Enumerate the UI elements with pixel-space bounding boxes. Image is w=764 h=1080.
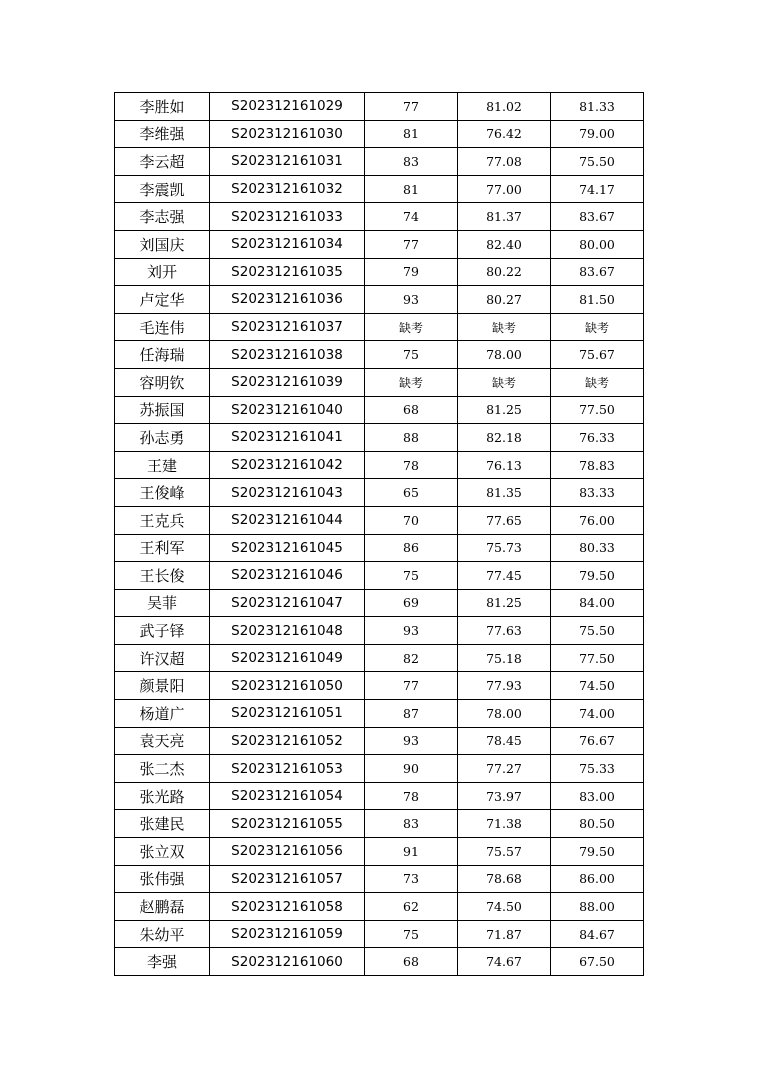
score-2-cell: 81.35: [458, 479, 551, 507]
score-3-cell: 75.50: [551, 617, 644, 645]
score-3-cell: 83.33: [551, 479, 644, 507]
score-2-cell: 74.50: [458, 893, 551, 921]
table-row: [115, 175, 644, 203]
candidate-name-cell: 容明钦: [115, 368, 210, 396]
score-3-cell: 缺考: [551, 313, 644, 341]
candidate-name-cell: 李震凯: [115, 175, 210, 203]
score-1-cell: 82: [365, 644, 458, 672]
score-3-cell: 76.67: [551, 727, 644, 755]
candidate-name-cell: 武子铎: [115, 617, 210, 645]
candidate-id-cell: S202312161038: [210, 341, 365, 369]
candidate-name-cell: 孙志勇: [115, 424, 210, 452]
score-1-cell: 69: [365, 589, 458, 617]
score-1-cell: 79: [365, 258, 458, 286]
score-1-cell: 93: [365, 727, 458, 755]
table-row: [115, 120, 644, 148]
score-3-cell: 75.33: [551, 755, 644, 783]
score-3-cell: 80.50: [551, 810, 644, 838]
score-1-cell: 78: [365, 782, 458, 810]
score-1-cell: 88: [365, 424, 458, 452]
score-3-cell: 75.67: [551, 341, 644, 369]
table-row: [115, 672, 644, 700]
score-1-cell: 68: [365, 396, 458, 424]
table-row: [115, 148, 644, 176]
candidate-name-cell: 王长俊: [115, 562, 210, 590]
score-3-cell: 81.33: [551, 93, 644, 121]
score-3-cell: 76.00: [551, 506, 644, 534]
candidate-id-cell: S202312161031: [210, 148, 365, 176]
candidate-name-cell: 朱幼平: [115, 920, 210, 948]
candidate-id-cell: S202312161030: [210, 120, 365, 148]
candidate-id-cell: S202312161053: [210, 755, 365, 783]
score-3-cell: 83.67: [551, 203, 644, 231]
score-1-cell: 缺考: [365, 313, 458, 341]
candidate-id-cell: S202312161036: [210, 286, 365, 314]
score-1-cell: 68: [365, 948, 458, 976]
candidate-id-cell: S202312161039: [210, 368, 365, 396]
score-3-cell: 80.33: [551, 534, 644, 562]
score-2-cell: 缺考: [458, 313, 551, 341]
score-2-cell: 缺考: [458, 368, 551, 396]
candidate-id-cell: S202312161032: [210, 175, 365, 203]
candidate-name-cell: 袁天亮: [115, 727, 210, 755]
score-1-cell: 缺考: [365, 368, 458, 396]
candidate-name-cell: 苏振国: [115, 396, 210, 424]
candidate-id-cell: S202312161046: [210, 562, 365, 590]
score-1-cell: 90: [365, 755, 458, 783]
table-row: [115, 589, 644, 617]
score-1-cell: 91: [365, 838, 458, 866]
score-2-cell: 78.00: [458, 700, 551, 728]
candidate-id-cell: S202312161052: [210, 727, 365, 755]
candidate-id-cell: S202312161035: [210, 258, 365, 286]
candidate-name-cell: 李云超: [115, 148, 210, 176]
table-row: [115, 313, 644, 341]
score-1-cell: 75: [365, 341, 458, 369]
score-3-cell: 75.50: [551, 148, 644, 176]
candidate-name-cell: 李胜如: [115, 93, 210, 121]
score-1-cell: 62: [365, 893, 458, 921]
score-3-cell: 79.50: [551, 838, 644, 866]
table-row: [115, 534, 644, 562]
score-1-cell: 74: [365, 203, 458, 231]
score-2-cell: 77.93: [458, 672, 551, 700]
score-3-cell: 74.17: [551, 175, 644, 203]
table-row: [115, 368, 644, 396]
candidate-name-cell: 刘国庆: [115, 230, 210, 258]
score-2-cell: 76.13: [458, 451, 551, 479]
score-3-cell: 86.00: [551, 865, 644, 893]
candidate-name-cell: 王利军: [115, 534, 210, 562]
score-2-cell: 81.37: [458, 203, 551, 231]
candidate-id-cell: S202312161045: [210, 534, 365, 562]
candidate-id-cell: S202312161047: [210, 589, 365, 617]
candidate-id-cell: S202312161044: [210, 506, 365, 534]
candidate-id-cell: S202312161059: [210, 920, 365, 948]
score-2-cell: 71.87: [458, 920, 551, 948]
score-1-cell: 93: [365, 617, 458, 645]
candidate-name-cell: 李强: [115, 948, 210, 976]
table-row: [115, 727, 644, 755]
score-1-cell: 87: [365, 700, 458, 728]
table-row: [115, 810, 644, 838]
candidate-id-cell: S202312161048: [210, 617, 365, 645]
score-3-cell: 79.50: [551, 562, 644, 590]
table-row: [115, 755, 644, 783]
score-2-cell: 77.63: [458, 617, 551, 645]
candidate-id-cell: S202312161043: [210, 479, 365, 507]
score-2-cell: 80.27: [458, 286, 551, 314]
score-1-cell: 65: [365, 479, 458, 507]
score-2-cell: 74.67: [458, 948, 551, 976]
score-3-cell: 缺考: [551, 368, 644, 396]
candidate-name-cell: 毛连伟: [115, 313, 210, 341]
table-row: [115, 341, 644, 369]
table-row: [115, 93, 644, 121]
table-row: [115, 506, 644, 534]
score-2-cell: 77.65: [458, 506, 551, 534]
candidate-name-cell: 任海瑞: [115, 341, 210, 369]
score-2-cell: 76.42: [458, 120, 551, 148]
table-row: [115, 424, 644, 452]
score-2-cell: 75.18: [458, 644, 551, 672]
score-1-cell: 81: [365, 120, 458, 148]
score-3-cell: 77.50: [551, 396, 644, 424]
candidate-id-cell: S202312161050: [210, 672, 365, 700]
candidate-id-cell: S202312161037: [210, 313, 365, 341]
score-table: [114, 92, 644, 976]
score-table-body: [115, 93, 644, 976]
score-2-cell: 77.45: [458, 562, 551, 590]
candidate-id-cell: S202312161055: [210, 810, 365, 838]
table-row: [115, 782, 644, 810]
score-2-cell: 75.73: [458, 534, 551, 562]
score-2-cell: 77.27: [458, 755, 551, 783]
candidate-name-cell: 赵鹏磊: [115, 893, 210, 921]
score-2-cell: 77.00: [458, 175, 551, 203]
candidate-id-cell: S202312161040: [210, 396, 365, 424]
candidate-name-cell: 李维强: [115, 120, 210, 148]
score-3-cell: 74.50: [551, 672, 644, 700]
table-row: [115, 948, 644, 976]
score-2-cell: 81.02: [458, 93, 551, 121]
score-3-cell: 78.83: [551, 451, 644, 479]
score-2-cell: 71.38: [458, 810, 551, 838]
candidate-name-cell: 刘开: [115, 258, 210, 286]
score-1-cell: 83: [365, 148, 458, 176]
score-2-cell: 77.08: [458, 148, 551, 176]
score-3-cell: 74.00: [551, 700, 644, 728]
score-3-cell: 77.50: [551, 644, 644, 672]
table-row: [115, 451, 644, 479]
score-1-cell: 93: [365, 286, 458, 314]
candidate-name-cell: 许汉超: [115, 644, 210, 672]
candidate-id-cell: S202312161057: [210, 865, 365, 893]
score-1-cell: 77: [365, 230, 458, 258]
candidate-name-cell: 杨道广: [115, 700, 210, 728]
score-1-cell: 83: [365, 810, 458, 838]
candidate-name-cell: 张立双: [115, 838, 210, 866]
score-3-cell: 83.00: [551, 782, 644, 810]
score-2-cell: 78.00: [458, 341, 551, 369]
score-2-cell: 78.45: [458, 727, 551, 755]
score-3-cell: 80.00: [551, 230, 644, 258]
candidate-name-cell: 王克兵: [115, 506, 210, 534]
candidate-id-cell: S202312161058: [210, 893, 365, 921]
candidate-id-cell: S202312161034: [210, 230, 365, 258]
table-row: [115, 838, 644, 866]
candidate-name-cell: 吴菲: [115, 589, 210, 617]
score-3-cell: 83.67: [551, 258, 644, 286]
table-row: [115, 230, 644, 258]
table-row: [115, 203, 644, 231]
candidate-id-cell: S202312161041: [210, 424, 365, 452]
score-3-cell: 88.00: [551, 893, 644, 921]
table-row: [115, 286, 644, 314]
score-1-cell: 81: [365, 175, 458, 203]
candidate-name-cell: 李志强: [115, 203, 210, 231]
candidate-id-cell: S202312161029: [210, 93, 365, 121]
candidate-id-cell: S202312161049: [210, 644, 365, 672]
candidate-name-cell: 王俊峰: [115, 479, 210, 507]
candidate-name-cell: 张伟强: [115, 865, 210, 893]
candidate-name-cell: 王建: [115, 451, 210, 479]
score-1-cell: 86: [365, 534, 458, 562]
score-2-cell: 75.57: [458, 838, 551, 866]
score-1-cell: 73: [365, 865, 458, 893]
candidate-id-cell: S202312161033: [210, 203, 365, 231]
score-1-cell: 75: [365, 920, 458, 948]
candidate-name-cell: 颜景阳: [115, 672, 210, 700]
table-row: [115, 396, 644, 424]
score-3-cell: 84.67: [551, 920, 644, 948]
candidate-id-cell: S202312161054: [210, 782, 365, 810]
score-2-cell: 80.22: [458, 258, 551, 286]
score-1-cell: 77: [365, 93, 458, 121]
table-row: [115, 479, 644, 507]
score-2-cell: 82.40: [458, 230, 551, 258]
candidate-name-cell: 张二杰: [115, 755, 210, 783]
candidate-id-cell: S202312161042: [210, 451, 365, 479]
score-2-cell: 81.25: [458, 396, 551, 424]
score-2-cell: 78.68: [458, 865, 551, 893]
table-row: [115, 258, 644, 286]
score-2-cell: 81.25: [458, 589, 551, 617]
score-3-cell: 84.00: [551, 589, 644, 617]
candidate-id-cell: S202312161051: [210, 700, 365, 728]
table-row: [115, 644, 644, 672]
score-1-cell: 70: [365, 506, 458, 534]
table-row: [115, 920, 644, 948]
score-1-cell: 78: [365, 451, 458, 479]
table-row: [115, 865, 644, 893]
table-row: [115, 617, 644, 645]
table-row: [115, 700, 644, 728]
candidate-name-cell: 张光路: [115, 782, 210, 810]
candidate-id-cell: S202312161056: [210, 838, 365, 866]
score-3-cell: 67.50: [551, 948, 644, 976]
score-3-cell: 79.00: [551, 120, 644, 148]
score-3-cell: 76.33: [551, 424, 644, 452]
score-1-cell: 75: [365, 562, 458, 590]
table-row: [115, 562, 644, 590]
table-row: [115, 893, 644, 921]
candidate-id-cell: S202312161060: [210, 948, 365, 976]
score-2-cell: 82.18: [458, 424, 551, 452]
score-3-cell: 81.50: [551, 286, 644, 314]
candidate-name-cell: 张建民: [115, 810, 210, 838]
score-2-cell: 73.97: [458, 782, 551, 810]
candidate-name-cell: 卢定华: [115, 286, 210, 314]
score-1-cell: 77: [365, 672, 458, 700]
